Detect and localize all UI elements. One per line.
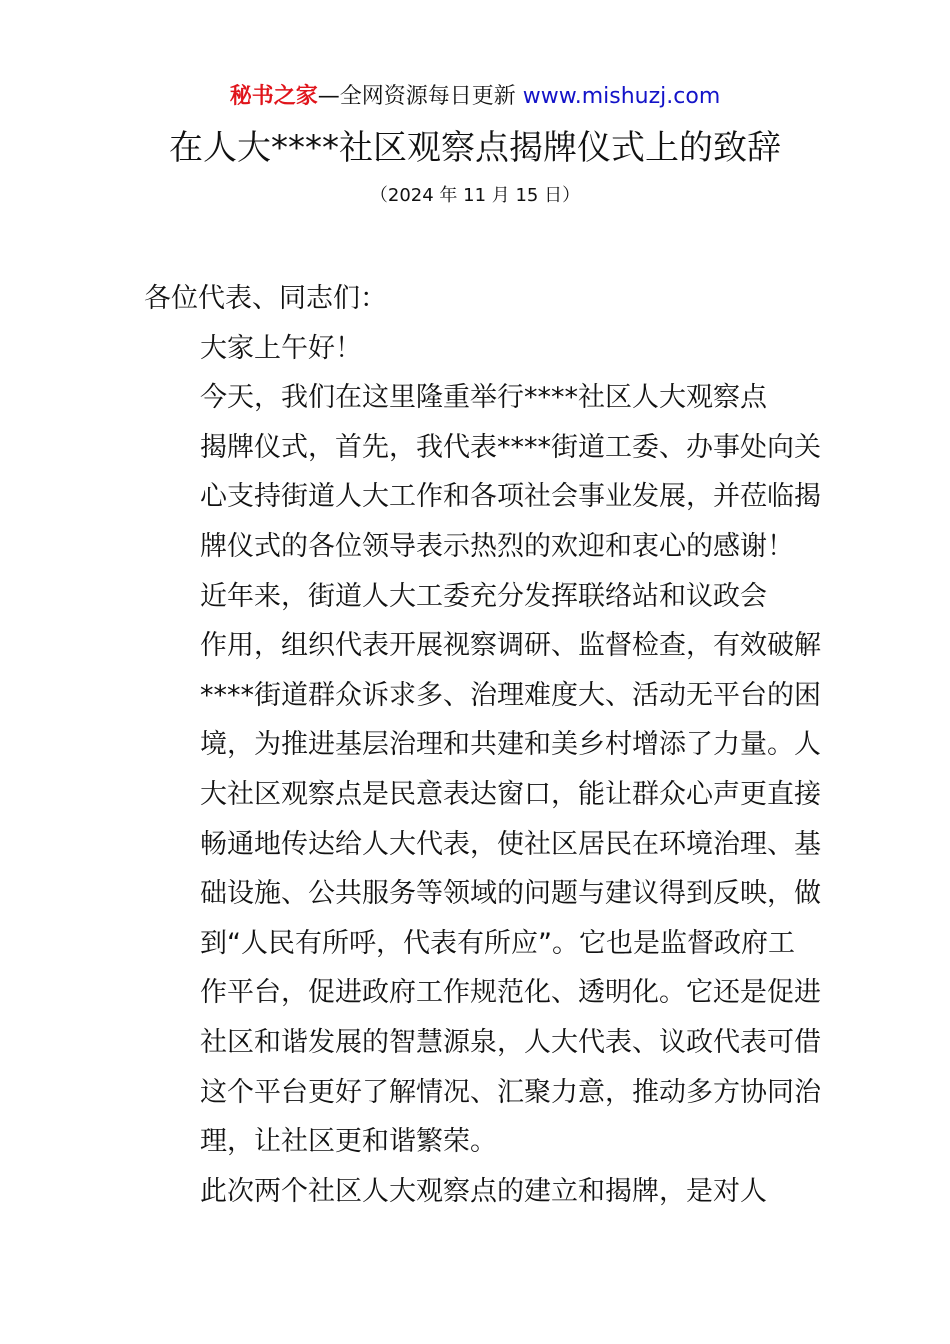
salutation-line: 各位代表、同志们： xyxy=(144,283,387,314)
paragraph-line: 作用，组织代表开展视察调研、监督检查，有效破解 xyxy=(200,630,821,662)
site-header xyxy=(0,80,950,114)
paragraph-line: 社区和谐发展的智慧源泉，人大代表、议政代表可借 xyxy=(200,1026,821,1058)
site-url[interactable]: www.mishuzj.com xyxy=(522,84,721,109)
paragraph-line: 心支持街道人大工作和各项社会事业发展，并莅临揭 xyxy=(200,481,821,513)
greeting xyxy=(144,324,808,374)
paragraph-welcome xyxy=(144,373,821,571)
site-tagline: —全网资源每日更新 xyxy=(317,84,516,109)
paragraph-line: 近年来，街道人大工委充分发挥联络站和议政会 xyxy=(200,580,767,612)
paragraph-line: 今天，我们在这里隆重举行****社区人大观察点 xyxy=(200,382,767,414)
paragraph-line: 理，让社区更和谐繁荣。 xyxy=(200,1126,497,1158)
paragraph-line: ****街道群众诉求多、治理难度大、活动无平台的困 xyxy=(200,679,821,711)
paragraph-line: 这个平台更好了解情况、汇聚力意，推动多方协同治 xyxy=(200,1076,821,1108)
salutation xyxy=(144,274,808,324)
paragraph-line: 境，为推进基层治理和共建和美乡村增添了力量。人 xyxy=(200,729,821,761)
paragraph-line: 到“人民有所呼，代表有所应”。它也是监督政府工 xyxy=(200,927,795,959)
paragraph-line: 作平台，促进政府工作规范化、透明化。它还是促进 xyxy=(200,977,821,1009)
paragraph-line: 畅通地传达给人大代表，使社区居民在环境治理、基 xyxy=(200,828,821,860)
paragraph-line: 此次两个社区人大观察点的建立和揭牌，是对人 xyxy=(200,1175,767,1207)
paragraph-achievements xyxy=(144,572,821,1167)
paragraph-line: 础设施、公共服务等领域的问题与建议得到反映，做 xyxy=(200,878,821,910)
paragraph-line: 揭牌仪式，首先，我代表****街道工委、办事处向关 xyxy=(200,431,821,463)
document-body xyxy=(144,274,821,1216)
paragraph-line: 大社区观察点是民意表达窗口，能让群众心声更直接 xyxy=(200,778,821,810)
paragraph-significance xyxy=(144,1167,808,1217)
document-title: 在人大****社区观察点揭牌仪式上的致辞 xyxy=(169,128,781,168)
document-date: （2024 年 11 月 15 日） xyxy=(369,185,581,206)
greeting-line: 大家上午好！ xyxy=(200,332,362,364)
paragraph-line: 牌仪式的各位领导表示热烈的欢迎和衷心的感谢！ xyxy=(200,530,794,562)
brand-name: 秘书之家 xyxy=(229,84,318,109)
